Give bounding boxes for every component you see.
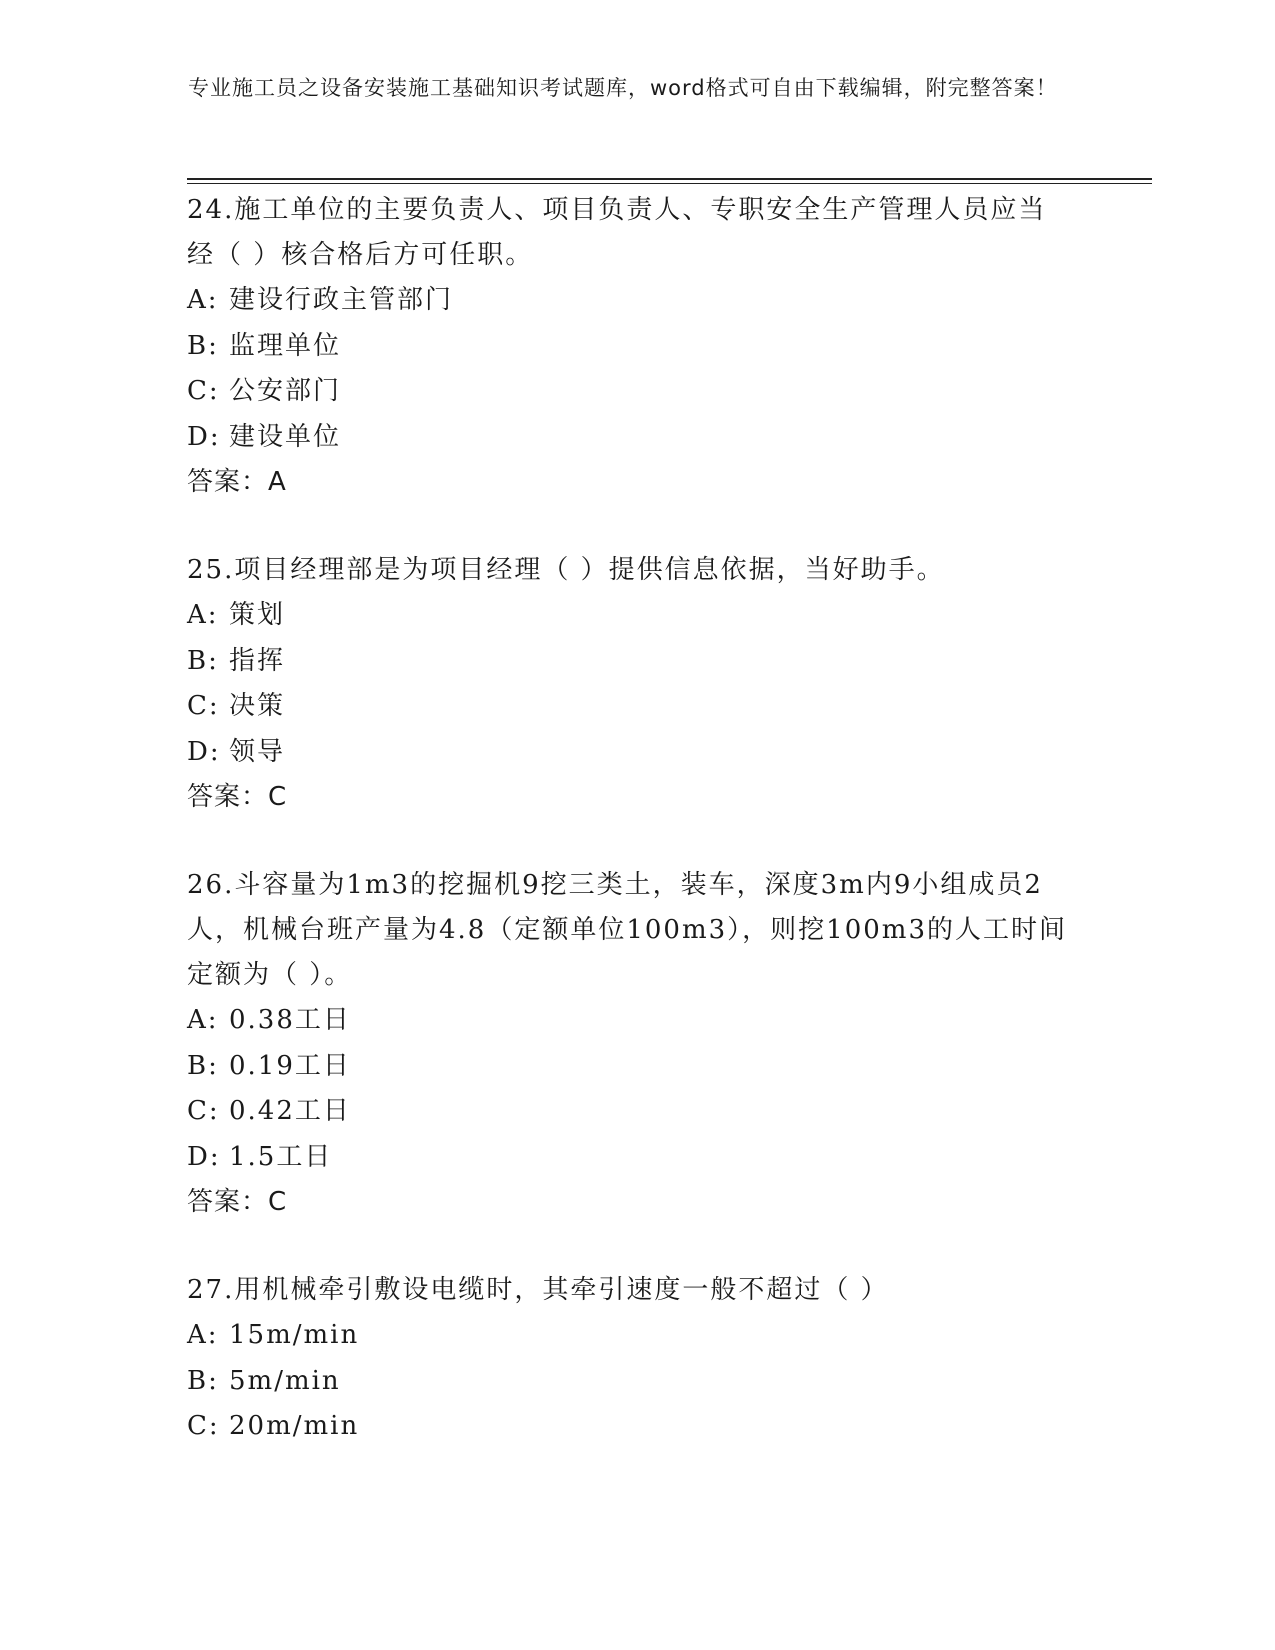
option-key: B: <box>187 1050 219 1081</box>
option-a <box>187 1313 1087 1359</box>
option-key: A: <box>187 1005 219 1035</box>
question-25 <box>187 548 1087 820</box>
option-text: 指挥 <box>229 645 286 676</box>
question-24 <box>187 188 1087 505</box>
option-text: 领导 <box>229 736 286 767</box>
option-key: A: <box>187 1320 219 1350</box>
option-key: D: <box>187 421 221 452</box>
header-divider-thin <box>187 183 1152 184</box>
option-b <box>187 1044 1087 1090</box>
option-text: 0.38工日 <box>229 1005 351 1035</box>
option-text: 0.42工日 <box>229 1096 351 1126</box>
option-c <box>187 1404 1087 1450</box>
answer-line: 答案：A <box>187 467 287 497</box>
option-d <box>187 1135 1087 1181</box>
question-27 <box>187 1268 1087 1450</box>
option-text: 15m/min <box>229 1320 360 1350</box>
option-key: B: <box>187 645 219 676</box>
option-text: 1.5工日 <box>229 1141 333 1172</box>
option-key: C: <box>187 691 220 721</box>
option-key: D: <box>187 1141 221 1172</box>
option-text: 建设单位 <box>229 421 342 452</box>
option-a <box>187 593 1087 639</box>
question-stem: 27.用机械牵引敷设电缆时，其牵引速度一般不超过（ ） <box>187 1275 889 1305</box>
question-26 <box>187 863 1087 1225</box>
option-key: C: <box>187 376 220 406</box>
option-b <box>187 324 1087 370</box>
option-text: 建设行政主管部门 <box>229 285 454 315</box>
option-text: 策划 <box>229 600 286 630</box>
question-stem: 24.施工单位的主要负责人、项目负责人、专职安全生产管理人员应当经（ ）核合格后方可任职。 <box>187 195 1047 270</box>
option-text: 公安部门 <box>229 376 342 406</box>
option-b <box>187 639 1087 685</box>
option-key: B: <box>187 330 219 361</box>
question-list <box>187 188 1087 1493</box>
option-a <box>187 278 1087 324</box>
option-d <box>187 415 1087 461</box>
option-key: C: <box>187 1096 220 1126</box>
question-stem: 25.项目经理部是为项目经理（ ）提供信息依据，当好助手。 <box>187 555 945 585</box>
option-a <box>187 998 1087 1044</box>
option-d <box>187 730 1087 776</box>
option-key: B: <box>187 1365 219 1396</box>
option-key: A: <box>187 285 219 315</box>
question-stem: 26.斗容量为1m3的挖掘机9挖三类土，装车，深度3m内9小组成员2人，机械台班产量为4.8（定额单位100m3），则挖100m3的人工时间定额为（ ）。 <box>187 870 1067 990</box>
option-c <box>187 1089 1087 1135</box>
document-header: 专业施工员之设备安装施工基础知识考试题库，word格式可自由下载编辑，附完整答案！ <box>188 76 1058 100</box>
option-c <box>187 369 1087 415</box>
option-text: 0.19工日 <box>229 1050 351 1081</box>
option-b <box>187 1359 1087 1405</box>
answer-line: 答案：C <box>187 782 288 812</box>
option-text: 20m/min <box>229 1411 360 1441</box>
option-key: C: <box>187 1411 220 1441</box>
option-c <box>187 684 1087 730</box>
header-divider-thick <box>187 178 1152 180</box>
answer-line: 答案：C <box>187 1187 288 1217</box>
option-key: D: <box>187 736 221 767</box>
option-key: A: <box>187 600 219 630</box>
option-text: 决策 <box>229 691 286 721</box>
option-text: 5m/min <box>229 1365 341 1396</box>
option-text: 监理单位 <box>229 330 342 361</box>
